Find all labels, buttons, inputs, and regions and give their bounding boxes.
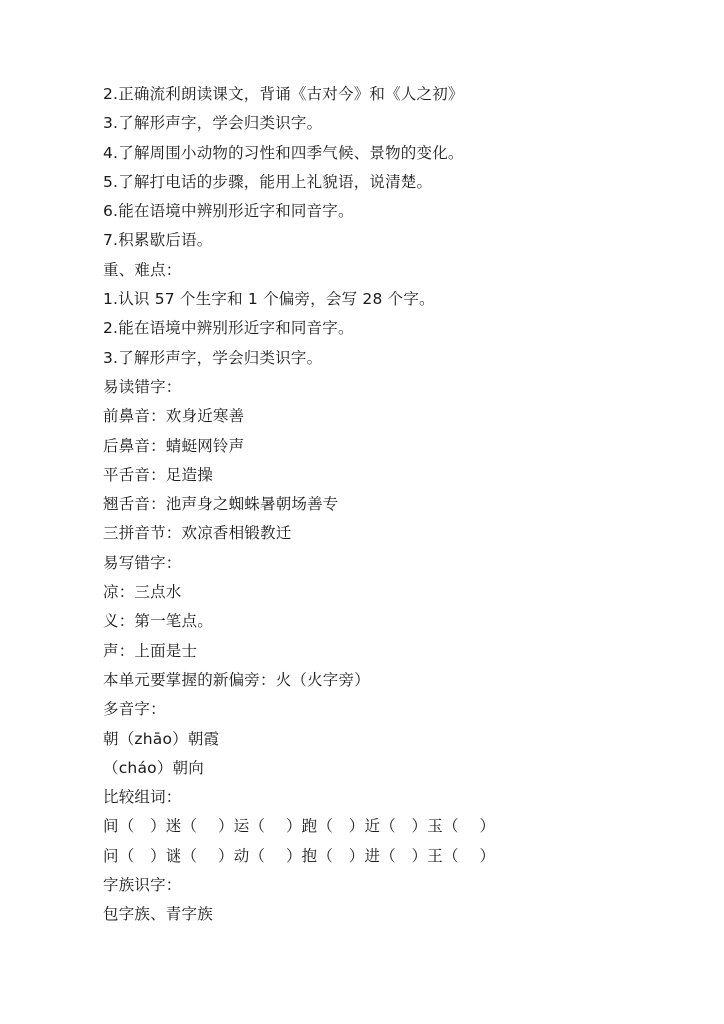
objective-7: 7.积累歇后语。 xyxy=(103,231,213,250)
word-family-list: 包字族、青字族 xyxy=(103,905,213,924)
objective-5: 5.了解打电话的步骤，能用上礼貌语，说清楚。 xyxy=(103,172,433,191)
miswritten-heading: 易写错字： xyxy=(103,553,182,572)
compare-row-1: 间（ ）迷（ ）运（ ）跑（ ）近（ ）玉（ ） xyxy=(103,817,496,836)
triple-syllable: 三拼音节：欢凉香相锻教迁 xyxy=(103,524,292,543)
front-nasal: 前鼻音：欢身近寒善 xyxy=(103,407,245,426)
key-point-1: 1.认识 57 个生字和 1 个偏旁，会写 28 个字。 xyxy=(103,290,435,309)
objective-4: 4.了解周围小动物的习性和四季气候、景物的变化。 xyxy=(103,143,464,162)
miswritten-liang: 凉：三点水 xyxy=(103,583,182,602)
key-points-heading: 重、难点： xyxy=(103,260,182,279)
new-radical: 本单元要掌握的新偏旁：火（火字旁） xyxy=(103,670,370,689)
word-family-heading: 字族识字： xyxy=(103,876,182,895)
polyphonic-heading: 多音字： xyxy=(103,700,166,719)
miswritten-sheng: 声：上面是士 xyxy=(103,641,198,660)
flat-tongue: 平舌音：足造操 xyxy=(103,465,213,484)
compare-row-2: 问（ ）谜（ ）动（ ）抱（ ）进（ ）王（ ） xyxy=(103,846,496,865)
retroflex: 翘舌音：池声身之蜘蛛暑朝场善专 xyxy=(103,495,339,514)
objective-2: 2.正确流利朗读课文，背诵《古对今》和《人之初》 xyxy=(103,85,464,103)
objective-3: 3.了解形声字，学会归类识字。 xyxy=(103,114,323,133)
polyphonic-zhao: 朝（zhāo）朝霞 xyxy=(103,729,220,748)
objective-6: 6.能在语境中辨别形近字和同音字。 xyxy=(103,202,354,221)
key-point-3: 3.了解形声字，学会归类识字。 xyxy=(103,348,323,367)
document-body xyxy=(103,80,683,930)
polyphonic-chao: （cháo）朝向 xyxy=(103,758,204,777)
key-point-2: 2.能在语境中辨别形近字和同音字。 xyxy=(103,319,354,338)
miswritten-yi: 义：第一笔点。 xyxy=(103,612,213,631)
back-nasal: 后鼻音：蜻蜓网铃声 xyxy=(103,436,245,455)
compare-heading: 比较组词： xyxy=(103,788,182,807)
misread-heading: 易读错字： xyxy=(103,377,182,396)
